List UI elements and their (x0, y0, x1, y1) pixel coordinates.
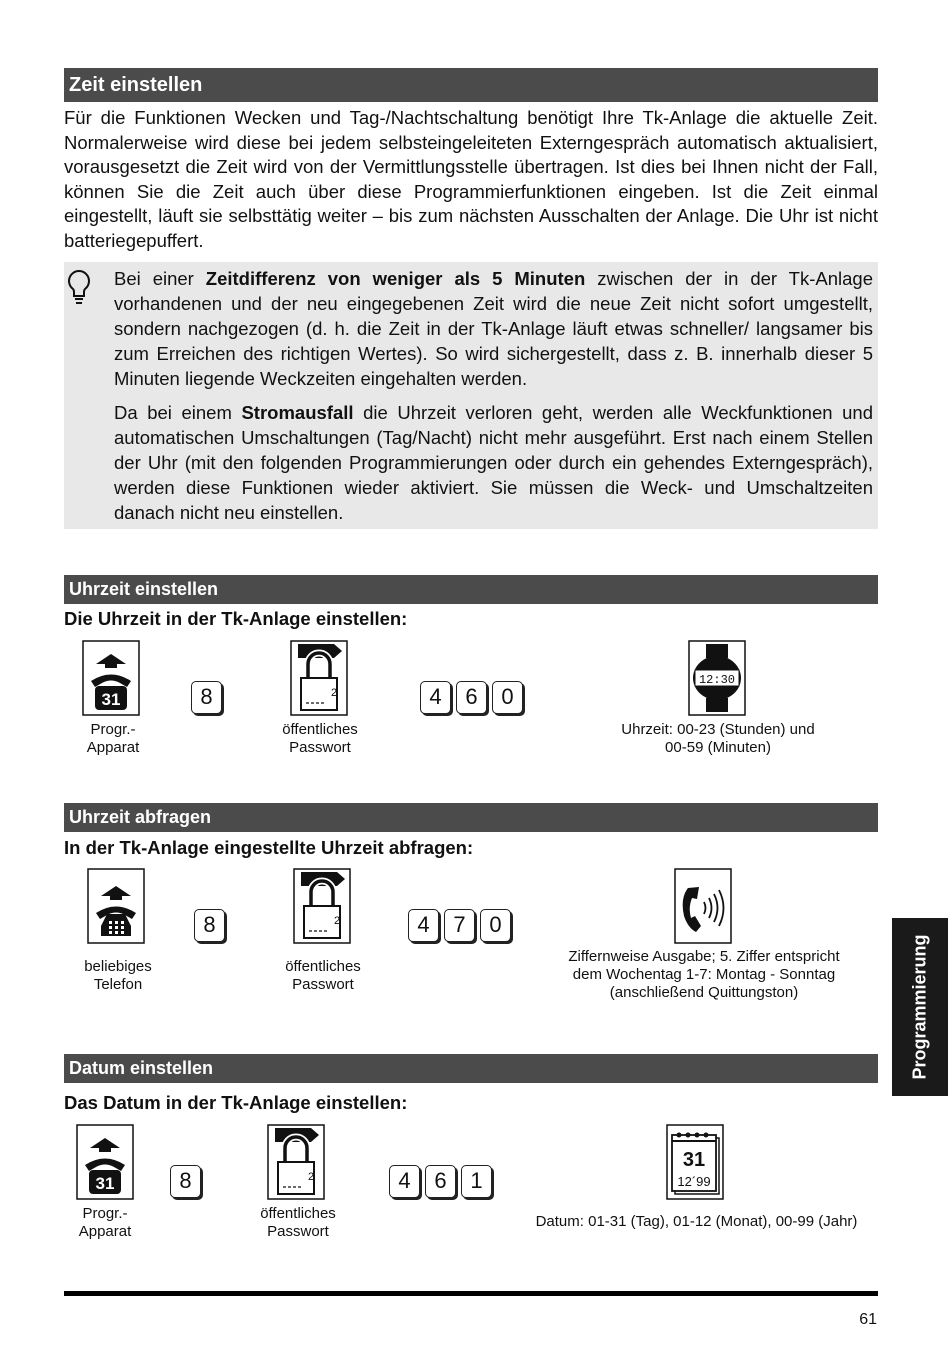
subtitle-uhrzeit-einstellen: Die Uhrzeit in der Tk-Anlage einstellen: (64, 608, 408, 629)
section-title-uhrzeit-abfragen: Uhrzeit abfragen (64, 803, 878, 832)
note-p2-text: Da bei einem (114, 402, 242, 423)
calendar-date: 12´99 (677, 1174, 711, 1189)
footer-rule (64, 1291, 878, 1296)
lock-digit-abfragen: 2 (334, 915, 341, 927)
subtitle-uhrzeit-abfragen: In der Tk-Anlage eingestellte Uhrzeit abfragen: (64, 837, 474, 858)
key-4-datum: 4 (389, 1165, 420, 1198)
phone-badge-number-datum: 31 (95, 1174, 115, 1193)
note-p2-text-rest: die Uhrzeit verloren geht, werden alle Weckfunktionen und automatischen Umschaltungen (Tag/Nacht) nicht mehr ausgeführt. Erst nach einem Stellen der Uhr (mit den folgenden Programmierungen oder durch ein gehendes Externgespräch), werden diese Funktionen wieder aktiviert. Sie müssen die Weck- und Umschaltzeiten danach nicht neu einstellen. (114, 402, 873, 523)
lock-password-icon-datum (267, 1124, 325, 1200)
note-p1-text-rest: zwischen der in der Tk-Anlage vorhandenen und der neu eingegebenen Zeit wird die neue Zeit nicht sofort umgestellt, sondern nachgezogen (d. h. die Zeit in der Tk-Anlage läuft etwas schneller/ langsamer bis zum Erreichen des richtigen Wertes). So wird sichergestellt, dass z. B. innerhalb dieser 5 Minuten liegende Weckzeiten eingehalten werden. (114, 268, 873, 389)
lock-password-icon (290, 640, 348, 716)
key-6-datum: 6 (425, 1165, 456, 1198)
any-phone-icon (87, 868, 145, 944)
lock-digit-datum: 2 (308, 1171, 315, 1183)
key-6: 6 (456, 681, 487, 714)
note-p2-bold: Stromausfall (241, 402, 354, 423)
note-paragraph-1 (114, 266, 873, 391)
programming-phone-icon-datum (76, 1124, 134, 1200)
calendar-day: 31 (682, 1149, 706, 1171)
section-title-uhrzeit-einstellen: Uhrzeit einstellen (64, 575, 878, 604)
lock-caption: öffentliches Passwort (282, 721, 358, 756)
intro-paragraph: Für die Funktionen Wecken und Tag-/Nachtschaltung benötigt Ihre Tk-Anlage die aktuelle Zeit. Normalerweise wird diese bei jedem selbsteingeleiteten Externgespräch automatisch aktualisiert, vorausgesetzt die Zeit wird von der Vermittlungsstelle übertragen. Ist dies bei Ihnen nicht der Fall, können Sie die Zeit auch über diese Programmierfunktionen eingeben. Ist die Zeit einmal eingestellt, läuft sie selbsttätig weiter – bis zum nächsten Ausschalten der Anlage. Die Uhr ist nicht batteriegepuffert. (64, 107, 878, 251)
note-p1-bold: Zeitdifferenz von weniger als 5 Minuten (205, 268, 586, 289)
key-1-datum: 1 (461, 1165, 492, 1198)
abfragen-result-caption: Ziffernweise Ausgabe; 5. Ziffer entspricht dem Wochentag 1-7: Montag - Sonntag (anschließend Quittungston) (568, 948, 840, 1001)
key-8-datum: 8 (170, 1165, 201, 1198)
lock-caption-datum: öffentliches Passwort (260, 1205, 336, 1240)
any-phone-caption: beliebiges Telefon (84, 958, 152, 993)
calendar-icon (666, 1124, 724, 1200)
phone-caption-datum: Progr.- Apparat (78, 1205, 132, 1240)
key-8: 8 (191, 681, 222, 714)
key-7-abfragen: 7 (444, 909, 475, 942)
note-p1-text: Bei einer (114, 268, 206, 289)
lock-caption-abfragen: öffentliches Passwort (285, 958, 361, 993)
programming-phone-icon (82, 640, 140, 716)
lightbulb-icon (66, 268, 92, 306)
watch-icon (688, 640, 746, 716)
section-title-zeit-einstellen: Zeit einstellen (64, 68, 878, 102)
phone-caption: Progr.- Apparat (86, 721, 140, 756)
key-0-abfragen: 0 (480, 909, 511, 942)
page-number: 61 (859, 1311, 877, 1328)
lock-password-icon-abfragen (293, 868, 351, 944)
datum-result-caption: Datum: 01-31 (Tag), 01-12 (Monat), 00-99 (Jahr) (535, 1213, 858, 1230)
watch-display: 12:30 (698, 673, 736, 687)
subtitle-datum-einstellen: Das Datum in der Tk-Anlage einstellen: (64, 1092, 408, 1113)
key-4: 4 (420, 681, 451, 714)
phone-badge-number: 31 (101, 690, 121, 709)
ringing-phone-icon (674, 868, 732, 944)
lock-digit: 2 (331, 687, 338, 699)
section-title-datum-einstellen: Datum einstellen (64, 1054, 878, 1083)
side-tab (892, 918, 948, 1096)
key-8-abfragen: 8 (194, 909, 225, 942)
uhrzeit-result-caption: Uhrzeit: 00-23 (Stunden) und 00-59 (Minuten) (621, 721, 815, 756)
key-4-abfragen: 4 (408, 909, 439, 942)
note-box (64, 262, 878, 529)
side-tab-label: Programmierung (909, 934, 930, 1080)
note-paragraph-2 (114, 400, 873, 525)
key-0: 0 (492, 681, 523, 714)
